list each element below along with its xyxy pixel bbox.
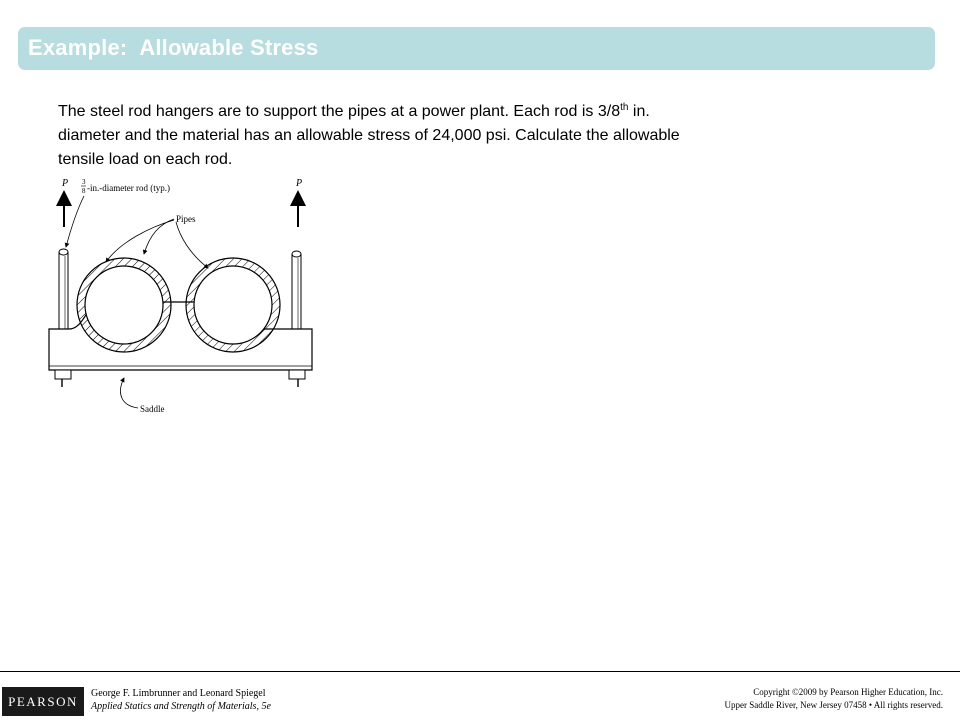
problem-line-1-end: in. <box>628 103 650 120</box>
slide-title-bar <box>18 27 935 70</box>
ordinal-superscript: th <box>620 102 629 113</box>
book-title: Applied Statics and Strength of Materials, 5e <box>91 701 271 712</box>
copyright-notice <box>725 686 944 712</box>
copyright-line-2: Upper Saddle River, New Jersey 07458 • All rights reserved. <box>724 700 943 710</box>
authors: George F. Limbrunner and Leonard Spiegel <box>91 688 266 699</box>
rod-label-fraction-num: 3 <box>82 178 86 186</box>
pipe-right <box>186 258 280 352</box>
problem-line-1-text: The steel rod hangers are to support the pipes at a power plant. Each rod is 3/8 <box>58 103 621 120</box>
load-label-left: P <box>62 178 69 189</box>
saddle-label: Saddle <box>140 404 165 414</box>
book-credit <box>91 687 271 713</box>
footer-divider <box>0 671 960 672</box>
rod-hanger-drawing <box>40 172 330 422</box>
pipe-left <box>77 258 171 352</box>
load-label-right: P <box>296 178 303 189</box>
rod-hanger-figure <box>40 172 330 422</box>
slide-title: Example: Allowable Stress <box>28 35 319 60</box>
problem-statement <box>58 100 818 172</box>
rod-label-fraction-den: 8 <box>82 187 86 195</box>
pipes-label: Pipes <box>176 214 196 224</box>
pearson-logo: PEARSON <box>2 687 84 716</box>
problem-line-3: tensile load on each rod. <box>58 151 233 168</box>
problem-line-2: diameter and the material has an allowable stress of 24,000 psi. Calculate the allowable <box>58 127 680 144</box>
copyright-line-1: Copyright ©2009 by Pearson Higher Education, Inc. <box>753 687 943 697</box>
rod-label: -in.-diameter rod (typ.) <box>87 183 170 193</box>
problem-line-1 <box>58 100 818 124</box>
